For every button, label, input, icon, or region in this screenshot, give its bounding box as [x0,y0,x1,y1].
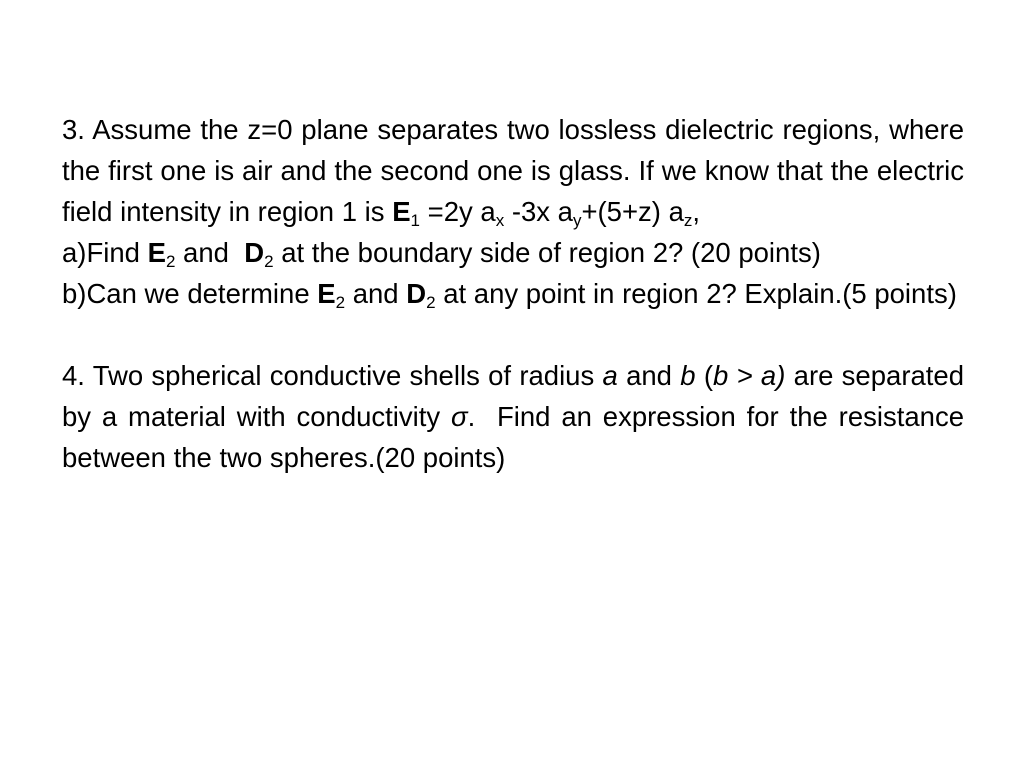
sigma-symbol: σ [451,401,468,432]
e-symbol: E [392,196,411,227]
question-3b-text: b)Can we determine $E_2$ and $D_2$ at any point in region 2? Explain.(5 points) [62,278,957,312]
question-4-text: 4. Two spherical conductive shells of radius a and b (b > a) are separated by a material with conductivity σ. Find an expression for the resistance between the two spheres.(20 points) [62,360,972,473]
question-3a-text: a)Find $E_2$ and $D_2$ at the boundary side of region 2? (20 points) [62,237,821,271]
document-page [62,109,972,478]
question-3-text: 3. Assume the z=0 plane separates two lossless dielectric regions, where the first one is air and the second one is glass. If we know that the electric field intensity in region 1 is $E_1 =2y$ $a_x$ -3x $a_y+(5+z)$ $a_z$, [62,114,964,230]
paragraph-gap [62,314,964,355]
